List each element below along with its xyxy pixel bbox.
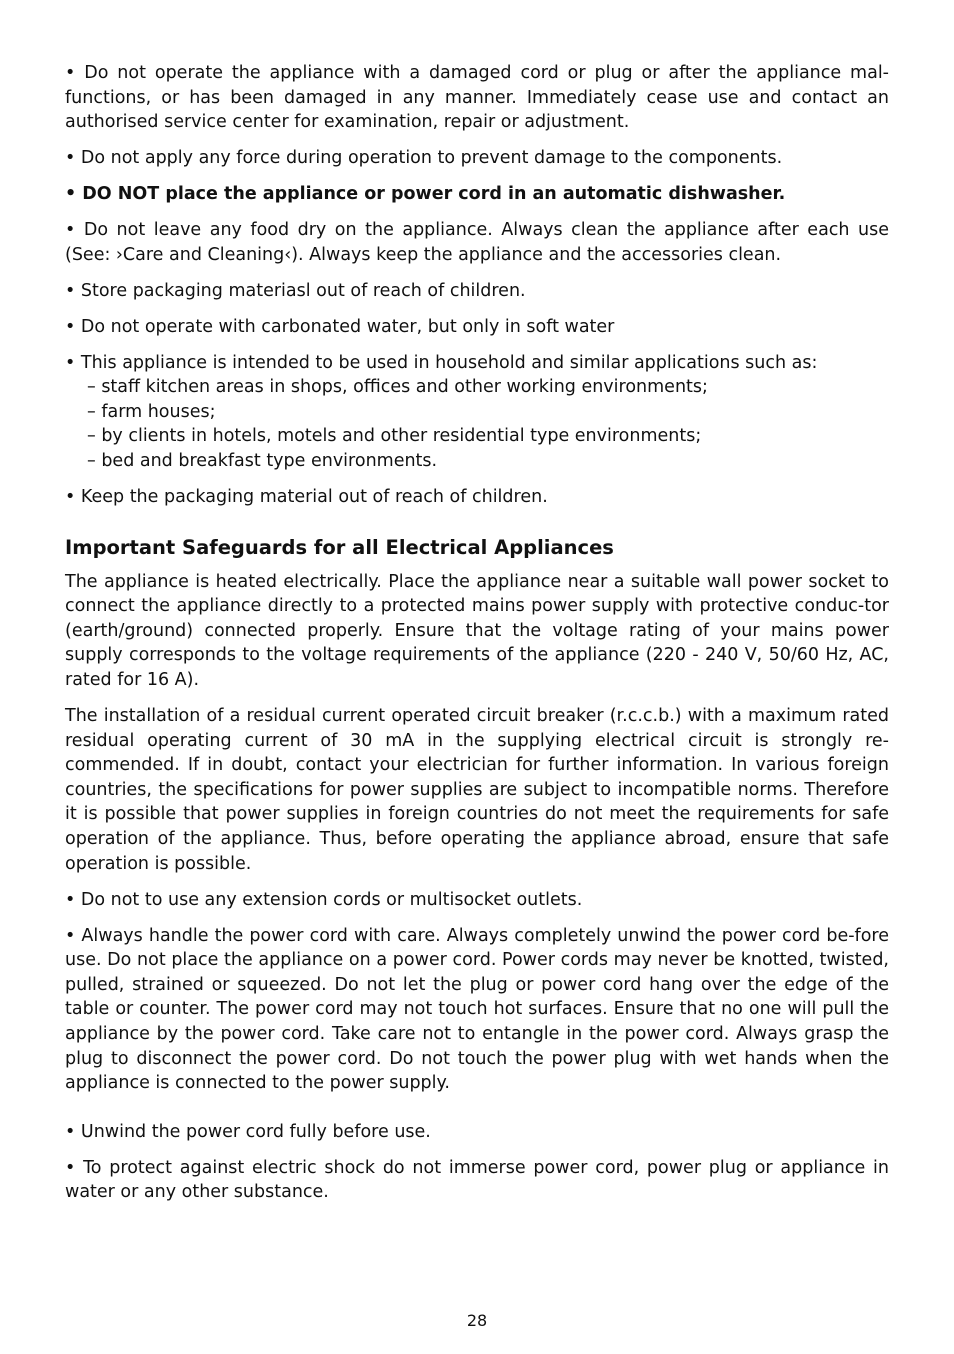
bullet-food-dry: • Do not leave any food dry on the appliance. Always clean the appliance after each use (See: ›Care and Cleaning‹). Always keep the appliance and the accessories clean. [65, 220, 889, 265]
bullet-no-force: • Do not apply any force during operation to prevent damage to the components. [65, 148, 783, 169]
bullet-damaged-cord: • Do not operate the appliance with a damaged cord or plug or after the appliance mal-functions, or has been damaged in any manner. Immediately cease use and contact an authorised service center for examination, repair or adjustment. [65, 63, 889, 133]
paragraph-heated-electrically: The appliance is heated electrically. Place the appliance near a suitable wall power socket to connect the appliance directly to a protected mains power supply with protective conduc-tor (earth/ground) connected properly. Ensure that the voltage rating of your mains power supply corresponds to the voltage requirements of the appliance (220 - 240 V, 50/60 Hz, AC, rated for 16 A). [65, 571, 889, 691]
bullet-handle-cord: • Always handle the power cord with care. Always completely unwind the power cord be-fore use. Do not place the appliance on a power cord. Power cords may never be knotted, twisted, pulled, strained or squeezed. Do not let the plug or power cord hang over the edge of the table or counter. The power cord may not touch hot surfaces. Ensure that no one will pull the appliance by the power cord. Take care not to entangle in the power cord. Always grasp the plug to disconnect the power cord. Do not touch the power plug with wet hands when the appliance is connected to the power supply. [65, 925, 889, 1094]
bullet-electric-shock: • To protect against electric shock do not immerse power cord, power plug or appliance in water or any other substance. [65, 1157, 889, 1203]
manual-page-body [65, 61, 889, 1216]
bullet-store-packaging: • Store packaging materiasl out of reach of children. [65, 280, 526, 301]
section-heading: Important Safeguards for all Electrical Appliances [65, 535, 614, 559]
household-intro: • This appliance is intended to be used in household and similar applications such as: [65, 352, 818, 373]
household-item: – by clients in hotels, motels and other residential type environments; [87, 426, 702, 447]
bullet-no-extension: • Do not to use any extension cords or multisocket outlets. [65, 889, 583, 910]
household-item: – farm houses; [87, 401, 216, 422]
bullet-carbonated-water: • Do not operate with carbonated water, but only in soft water [65, 316, 615, 337]
household-item: – bed and breakfast type environments. [87, 451, 438, 472]
household-item: – staff kitchen areas in shops, offices and other working environments; [87, 377, 708, 398]
bullet-unwind-cord: • Unwind the power cord fully before use. [65, 1121, 431, 1142]
bullet-keep-packaging: • Keep the packaging material out of reach of children. [65, 487, 548, 508]
page-number: 28 [466, 1311, 488, 1330]
paragraph-rccb: The installation of a residual current operated circuit breaker (r.c.c.b.) with a maximum rated residual operating current of 30 mA in the supplying electrical circuit is strongly re-commended. If in doubt, contact your electrician for further information. In various foreign countries, the specifications for power supplies are subject to incompatible norms. Therefore it is possible that power supplies in foreign countries do not meet the requirements for safe operation of the appliance. Thus, before operating the appliance abroad, ensure that safe operation is possible. [65, 706, 889, 874]
bullet-no-dishwasher: • DO NOT place the appliance or power cord in an automatic dishwasher. [65, 184, 786, 205]
household-use-list [65, 351, 889, 474]
